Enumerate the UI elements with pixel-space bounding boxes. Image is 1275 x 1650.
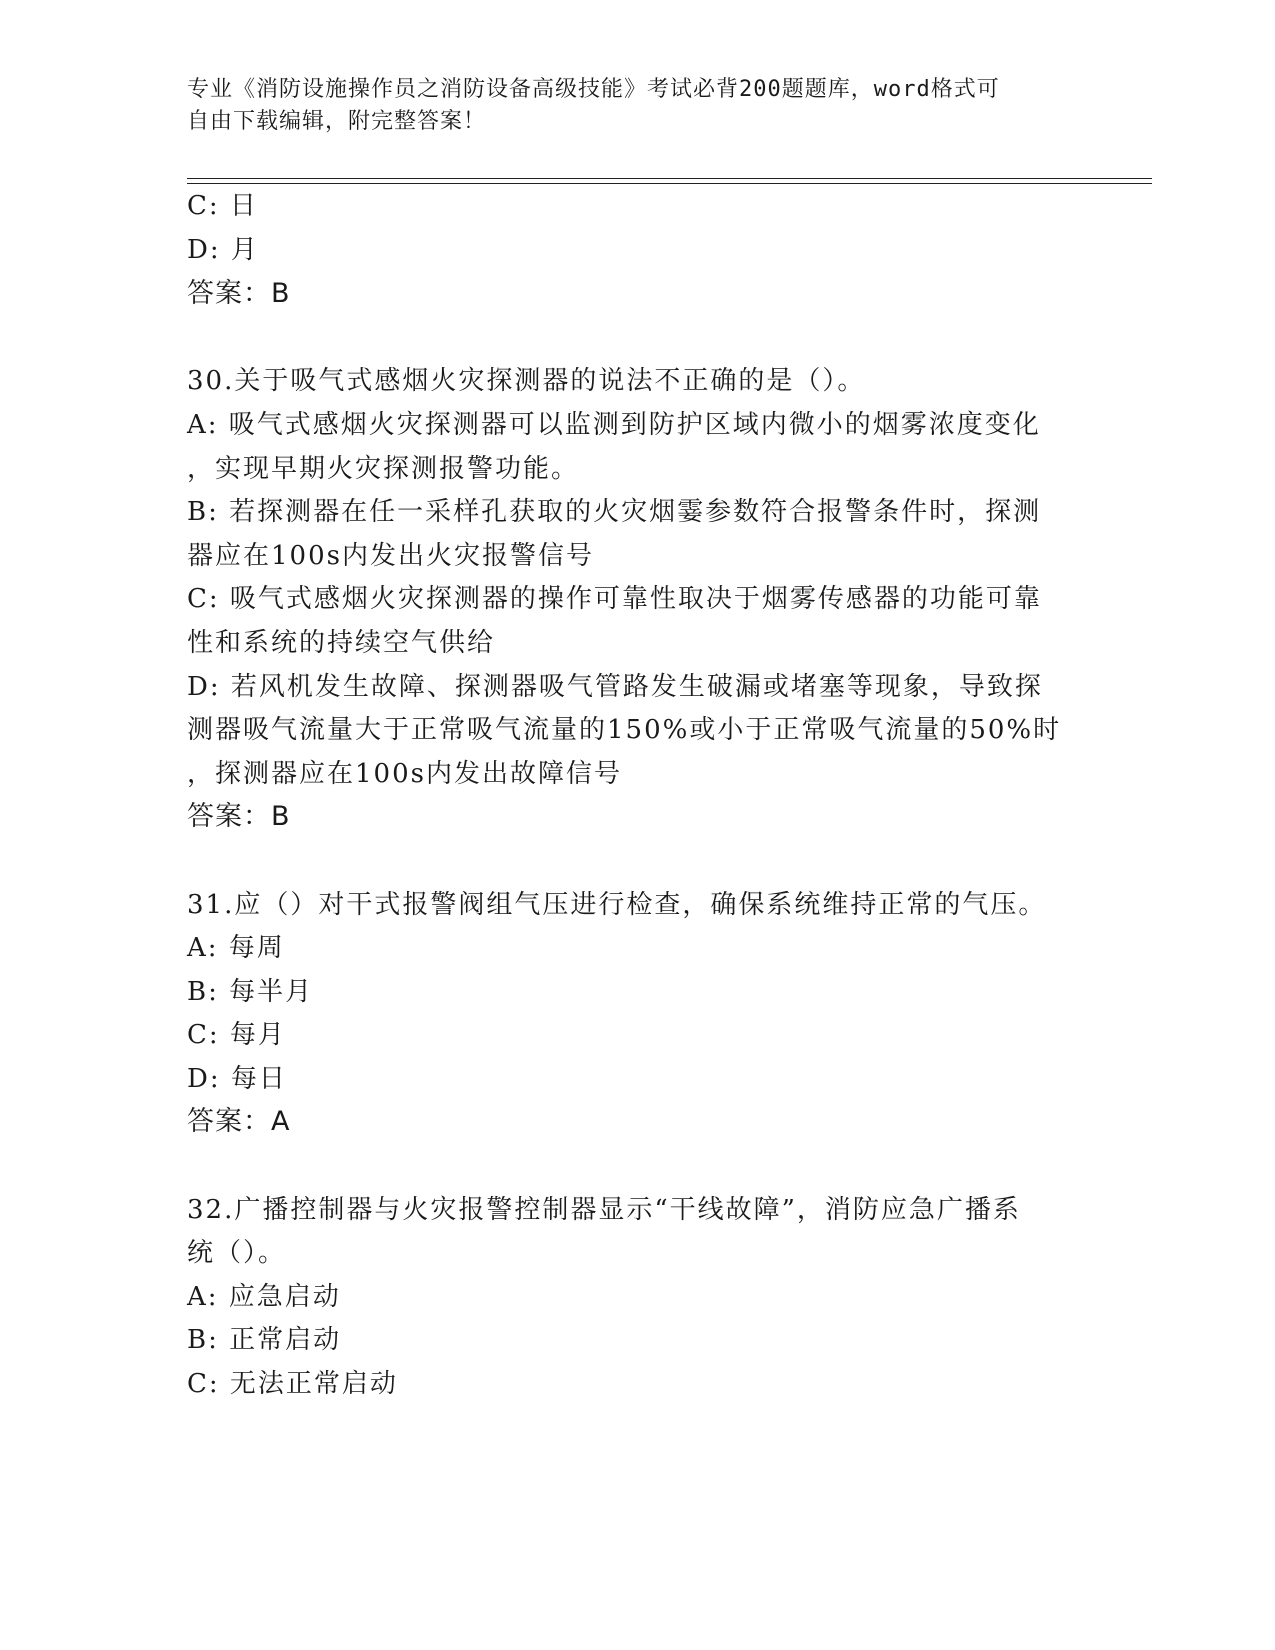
document-header — [187, 74, 1087, 138]
q30-answer: 答案：B — [187, 801, 291, 832]
q30-option-c-line2: 性和系统的持续空气供给 — [187, 628, 496, 658]
prev-option-c: C: 日 — [187, 191, 258, 221]
q31-answer: 答案：A — [187, 1106, 291, 1137]
prev-option-d: D: 月 — [187, 235, 259, 265]
q30-option-a-line1: A: 吸气式感烟火灾探测器可以监测到防护区域内微小的烟雾浓度变化 — [187, 410, 1041, 440]
q31-option-c: C: 每月 — [187, 1020, 286, 1050]
q30-option-b-line1: B: 若探测器在任一采样孔获取的火灾烟霎参数符合报警条件时，探测 — [187, 497, 1042, 527]
q32-option-b: B: 正常启动 — [187, 1325, 342, 1355]
q31-option-d: D: 每日 — [187, 1064, 287, 1094]
q31-option-a: A: 每周 — [187, 933, 285, 963]
q30-option-b-line2: 器应在100s内发出火灾报警信号 — [187, 541, 594, 571]
header-rule-top — [187, 178, 1152, 179]
q30-option-d-line2: 测器吸气流量大于正常吸气流量的150%或小于正常吸气流量的50%时 — [187, 715, 1062, 745]
q30-option-c-line1: C: 吸气式感烟火灾探测器的操作可靠性取决于烟雾传感器的功能可靠 — [187, 584, 1042, 614]
q32-question-line1: 32.广播控制器与火灾报警控制器显示“干线故障”，消防应急广播系 — [187, 1195, 1021, 1225]
q32-option-a: A: 应急启动 — [187, 1282, 341, 1312]
header-rule-bottom — [187, 183, 1152, 184]
q30-option-a-line2: ，实现早期火灾探测报警功能。 — [187, 454, 580, 484]
prev-answer: 答案：B — [187, 278, 291, 309]
header-line-1: 专业《消防设施操作员之消防设备高级技能》考试必背200题题库，word格式可 — [187, 77, 1000, 102]
q32-question-line2: 统（）。 — [187, 1238, 287, 1268]
q30-question: 30.关于吸气式感烟火灾探测器的说法不正确的是（）。 — [187, 366, 866, 396]
q30-option-d-line3: ，探测器应在100s内发出故障信号 — [187, 759, 622, 789]
q30-option-d-line1: D: 若风机发生故障、探测器吸气管路发生破漏或堵塞等现象，导致探 — [187, 672, 1043, 702]
q31-option-b: B: 每半月 — [187, 977, 314, 1007]
q32-option-c: C: 无法正常启动 — [187, 1369, 398, 1399]
q31-question: 31.应（）对干式报警阀组气压进行检查，确保系统维持正常的气压。 — [187, 890, 1047, 920]
header-line-2: 自由下载编辑，附完整答案！ — [187, 109, 487, 134]
